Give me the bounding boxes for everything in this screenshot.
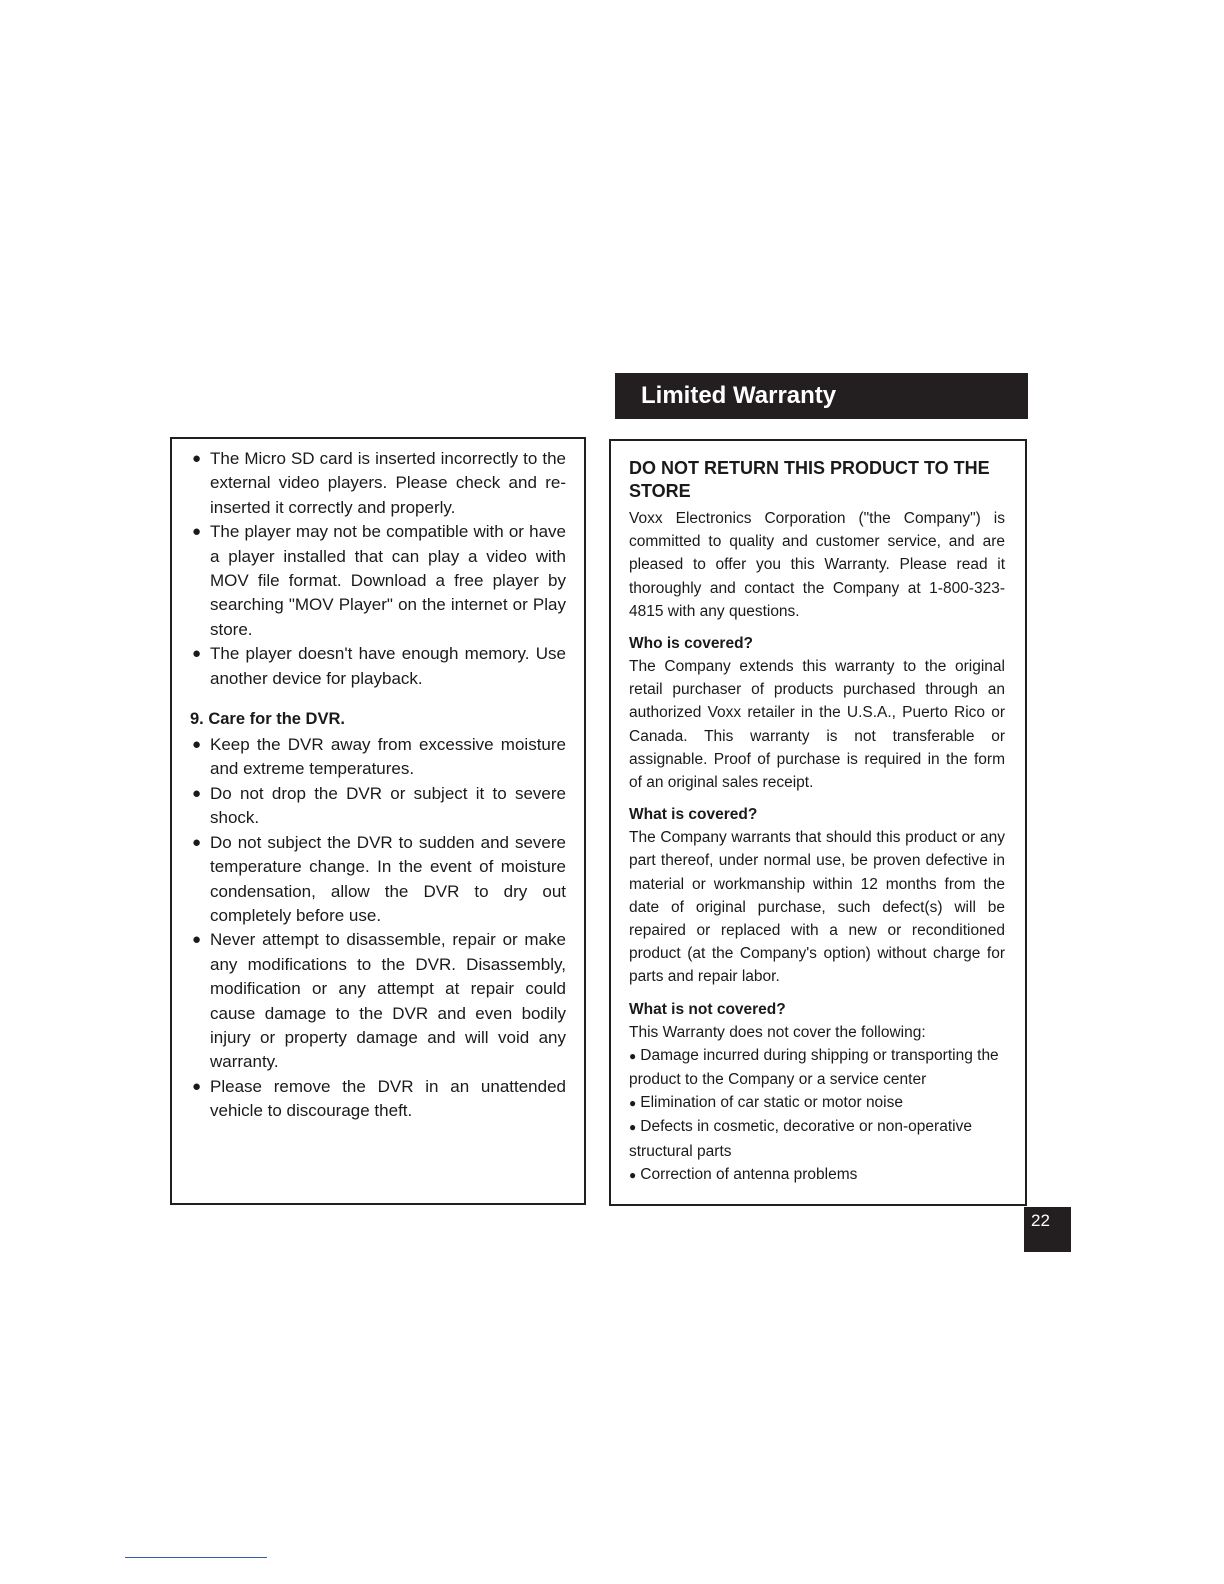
bullet-icon: ● xyxy=(192,784,202,802)
bullet-icon: ● xyxy=(192,450,202,467)
who-covered-text: The Company extends this warranty to the original retail purchaser of products purchased through an authorized Voxx retailer in the U.S.A., Puerto Rico or Canada. This warranty is not transferable or assignable. Proof of purchase is required in the form of an original sales receipt. xyxy=(629,658,1005,792)
bullet-icon: ● xyxy=(629,1048,637,1063)
bullet-icon: ● xyxy=(629,1096,637,1111)
list-item: ● Damage incurred during shipping or transporting the product to the Company or a service center xyxy=(629,1046,999,1089)
bullet-icon: ● xyxy=(629,1120,637,1135)
bullet-icon: ● xyxy=(629,1167,637,1182)
list-item: ● The Micro SD card is inserted incorrectly to the external video players. Please check and re-inserted it correctly and properly. xyxy=(192,449,566,517)
bullet-icon: ● xyxy=(192,523,202,541)
list-item: ● Do not drop the DVR or subject it to severe shock. xyxy=(192,783,566,828)
section-title: Limited Warranty xyxy=(641,382,837,409)
footer-divider xyxy=(125,1557,267,1558)
store-warning-title: DO NOT RETURN THIS PRODUCT TO THE STORE xyxy=(629,458,990,501)
list-item: ● Defects in cosmetic, decorative or non-operative structural parts xyxy=(629,1118,972,1160)
not-covered-list xyxy=(629,1044,1005,1187)
bullet-icon: ● xyxy=(192,736,202,754)
list-item: ● The player doesn't have enough memory. Use another device for playback. xyxy=(192,644,566,688)
list-item: ● Never attempt to disassemble, repair or make any modifications to the DVR. Disassembly, modification or any attempt at repair could cause damage to the DVR and even bodily injury or property damage and will void any warranty. xyxy=(192,930,566,1072)
page-number: 22 xyxy=(1024,1207,1071,1252)
what-covered-heading: What is covered? xyxy=(629,806,758,824)
bullet-icon: ● xyxy=(192,645,202,663)
bullet-icon: ● xyxy=(192,931,202,949)
list-item: ● Please remove the DVR in an unattended vehicle to discourage theft. xyxy=(192,1076,566,1121)
warranty-intro: Voxx Electronics Corporation ("the Company") is committed to quality and customer service, and are pleased to offer you this Warranty. Please read it thoroughly and contact the Company at 1-800-323-4815 with any questions. xyxy=(629,510,1005,620)
list-item: ● Elimination of car static or motor noise xyxy=(629,1094,903,1112)
troubleshooting-panel xyxy=(170,437,586,1205)
what-covered-text: The Company warrants that should this product or any part thereof, under normal use, be proven defective in material or workmanship within 12 months from the date of original purchase, such defect(s) will be repaired or replaced with a new or reconditioned product (at the Company's option) without charge for parts and repair labor. xyxy=(629,829,1005,986)
section-title-bar xyxy=(615,373,1028,419)
care-heading: 9. Care for the DVR. xyxy=(190,710,345,729)
who-covered-heading: Who is covered? xyxy=(629,635,754,653)
care-list xyxy=(190,733,566,1124)
bullet-icon: ● xyxy=(192,833,202,851)
not-covered-intro: This Warranty does not cover the following: xyxy=(629,1023,926,1041)
list-item: ● Correction of antenna problems xyxy=(629,1165,858,1183)
list-item: ● Keep the DVR away from excessive moisture and extreme temperatures. xyxy=(192,735,566,779)
list-item: ● Do not subject the DVR to sudden and severe temperature change. In the event of moisture condensation, allow the DVR to dry out completely before use. xyxy=(192,832,566,925)
list-item: ● The player may not be compatible with or have a player installed that can play a video with MOV file format. Download a free player by searching "MOV Player" on the internet or Play store. xyxy=(192,522,566,639)
troubleshooting-list xyxy=(190,447,566,691)
warranty-panel xyxy=(609,439,1027,1206)
bullet-icon: ● xyxy=(192,1077,202,1095)
not-covered-heading: What is not covered? xyxy=(629,1000,786,1018)
